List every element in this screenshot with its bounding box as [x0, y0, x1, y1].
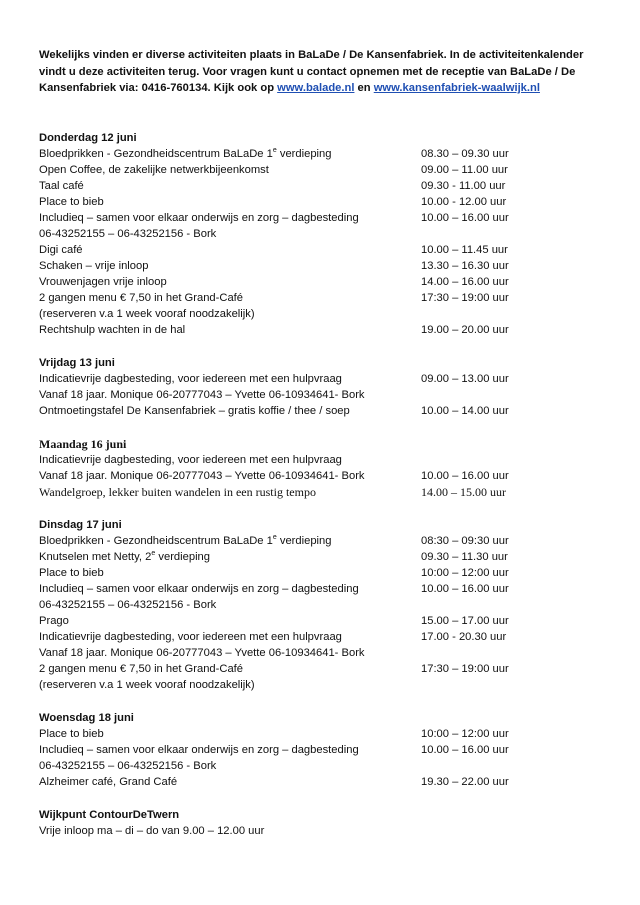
- activity-row: [39, 403, 599, 419]
- activity-text: Includieq – samen voor elkaar onderwijs en zorg – dagbesteding: [39, 582, 359, 595]
- activity-description: [39, 162, 421, 178]
- activity-text: Rechtshulp wachten in de hal: [39, 323, 186, 336]
- day-section: [39, 355, 599, 419]
- activity-text: 06-43252155 – 06-43252156 - Bork: [39, 227, 217, 240]
- activity-text: Open Coffee, de zakelijke netwerkbijeenkomst: [39, 163, 269, 176]
- ordinal-superscript: e: [272, 533, 277, 541]
- activity-time: [421, 677, 591, 693]
- day-section: [39, 517, 599, 693]
- activity-time: 17.00 - 20.30 uur: [421, 630, 507, 643]
- day-title: Woensdag 18 juni: [39, 711, 134, 724]
- intro-text: Wekelijks vinden er diverse activiteiten plaats in BaLaDe / De Kansenfabriek. In de activiteitenkalender vindt u deze activiteiten terug. Voor vragen kunt u contact opnemen met de receptie van BaLaDe / De Kansenfabriek via: 0416-760134. Kijk ook op: [39, 49, 584, 94]
- activity-text-after: verdieping: [276, 534, 332, 547]
- activity-time: 10.00 – 16.00 uur: [421, 582, 509, 595]
- activity-text: Indicatievrije dagbesteding, voor iedereen met een hulpvraag: [39, 372, 342, 385]
- activity-time: [421, 452, 591, 468]
- activity-row: [39, 387, 599, 403]
- wijkpunt-section: [39, 807, 599, 839]
- activity-description: [39, 306, 421, 322]
- activity-text: Place to bieb: [39, 195, 104, 208]
- activity-description: [39, 226, 421, 242]
- activity-time: 14.00 – 16.00 uur: [421, 275, 509, 288]
- activity-text: Taal café: [39, 179, 84, 192]
- ordinal-superscript: e: [272, 146, 277, 154]
- day-title: Maandag 16 juni: [39, 436, 127, 451]
- activity-text: (reserveren v.a 1 week vooraf noodzakelijk): [39, 678, 255, 691]
- day-section: [39, 710, 599, 790]
- activity-row: [39, 726, 599, 742]
- wijkpunt-title: Wijkpunt ContourDeTwern: [39, 808, 180, 821]
- activity-row: [39, 322, 599, 338]
- activity-row: [39, 774, 599, 790]
- activity-time: 10.00 – 14.00 uur: [421, 404, 509, 417]
- activity-time: [421, 387, 591, 403]
- activity-time: [421, 597, 591, 613]
- activity-row: [39, 258, 599, 274]
- activity-text: Bloedprikken - Gezondheidscentrum BaLaDe 1: [39, 147, 273, 160]
- activity-text: Includieq – samen voor elkaar onderwijs en zorg – dagbesteding: [39, 743, 359, 756]
- activity-row: [39, 533, 599, 549]
- activity-description: [39, 549, 421, 565]
- activity-description: [39, 387, 421, 403]
- activity-text: 2 gangen menu € 7,50 in het Grand-Café: [39, 662, 244, 675]
- activity-text: Place to bieb: [39, 566, 104, 579]
- activity-description: [39, 258, 421, 274]
- activity-text: Schaken – vrije inloop: [39, 259, 149, 272]
- activity-text: Vanaf 18 jaar. Monique 06-20777043 – Yvette 06-10934641- Bork: [39, 646, 365, 659]
- document-page: [39, 47, 599, 856]
- activity-text: Indicatievrije dagbesteding, voor iedereen met een hulpvraag: [39, 453, 342, 466]
- activity-description: [39, 758, 421, 774]
- intro-paragraph: [39, 47, 599, 97]
- activity-row: [39, 242, 599, 258]
- activity-text-after: verdieping: [276, 147, 332, 160]
- activity-text: Vanaf 18 jaar. Monique 06-20777043 – Yvette 06-10934641- Bork: [39, 469, 365, 482]
- activity-row: [39, 226, 599, 242]
- kansenfabriek-link[interactable]: www.kansenfabriek-waalwijk.nl: [373, 82, 540, 94]
- activity-calendar: [39, 130, 599, 790]
- activity-description: [39, 194, 421, 210]
- day-section: [39, 130, 599, 338]
- activity-text: Vanaf 18 jaar. Monique 06-20777043 – Yvette 06-10934641- Bork: [39, 388, 365, 401]
- activity-row: [39, 565, 599, 581]
- activity-row: [39, 162, 599, 178]
- activity-row: [39, 468, 599, 484]
- activity-text: Includieq – samen voor elkaar onderwijs en zorg – dagbesteding: [39, 211, 359, 224]
- activity-text: Knutselen met Netty, 2: [39, 550, 152, 563]
- activity-row: [39, 371, 599, 387]
- activity-description: [39, 371, 421, 387]
- activity-text: Digi café: [39, 243, 83, 256]
- activity-time: 08:30 – 09:30 uur: [421, 534, 509, 547]
- activity-time: [421, 645, 591, 661]
- activity-description: [39, 274, 421, 290]
- activity-text: Bloedprikken - Gezondheidscentrum BaLaDe 1: [39, 534, 273, 547]
- day-title: Vrijdag 13 juni: [39, 356, 115, 369]
- activity-description: [39, 242, 421, 258]
- activity-time: 10.00 – 16.00 uur: [421, 743, 509, 756]
- activity-row: [39, 742, 599, 758]
- activity-description: [39, 210, 421, 226]
- activity-row: [39, 210, 599, 226]
- activity-description: [39, 468, 421, 484]
- intro-joiner: en: [354, 82, 374, 94]
- wijkpunt-text: Vrije inloop ma – di – do van 9.00 – 12.00 uur: [39, 824, 265, 837]
- activity-time: 09.30 – 11.30 uur: [421, 550, 508, 563]
- activity-description: [39, 661, 421, 677]
- activity-time: 08.30 – 09.30 uur: [421, 147, 509, 160]
- activity-description: [39, 597, 421, 613]
- day-title: Dinsdag 17 juni: [39, 518, 122, 531]
- activity-description: [39, 613, 421, 629]
- activity-description: [39, 533, 421, 549]
- activity-time: 17:30 – 19:00 uur: [421, 291, 509, 304]
- activity-description: [39, 178, 421, 194]
- activity-row: [39, 146, 599, 162]
- activity-text: Ontmoetingstafel De Kansenfabriek – gratis koffie / thee / soep: [39, 404, 350, 417]
- activity-description: [39, 726, 421, 742]
- activity-description: [39, 452, 421, 468]
- activity-time: 10:00 – 12:00 uur: [421, 727, 509, 740]
- activity-text: Vrouwenjagen vrije inloop: [39, 275, 167, 288]
- activity-time: [421, 306, 591, 322]
- activity-row: [39, 613, 599, 629]
- activity-row: [39, 274, 599, 290]
- activity-time: 19.30 – 22.00 uur: [421, 775, 509, 788]
- activity-description: [39, 484, 421, 500]
- activity-text: Place to bieb: [39, 727, 104, 740]
- balade-link[interactable]: www.balade.nl: [277, 82, 355, 94]
- activity-row: [39, 597, 599, 613]
- activity-text: Alzheimer café, Grand Café: [39, 775, 178, 788]
- activity-text: Wandelgroep, lekker buiten wandelen in een rustig tempo: [39, 484, 316, 499]
- activity-row: [39, 645, 599, 661]
- activity-time: 10:00 – 12:00 uur: [421, 566, 509, 579]
- activity-text: 06-43252155 – 06-43252156 - Bork: [39, 759, 217, 772]
- activity-row: [39, 290, 599, 306]
- activity-description: [39, 645, 421, 661]
- ordinal-superscript: e: [151, 549, 156, 557]
- activity-time: 19.00 – 20.00 uur: [421, 323, 509, 336]
- activity-time: 17:30 – 19:00 uur: [421, 662, 509, 675]
- activity-time: 13.30 – 16.30 uur: [421, 259, 509, 272]
- day-title: Donderdag 12 juni: [39, 131, 137, 144]
- activity-row: [39, 677, 599, 693]
- activity-text: 06-43252155 – 06-43252156 - Bork: [39, 598, 217, 611]
- activity-row: [39, 194, 599, 210]
- activity-time: 10.00 – 16.00 uur: [421, 211, 509, 224]
- activity-row: [39, 629, 599, 645]
- activity-description: [39, 290, 421, 306]
- activity-row: [39, 661, 599, 677]
- activity-text-after: verdieping: [155, 550, 210, 563]
- activity-description: [39, 677, 421, 693]
- activity-description: [39, 146, 421, 162]
- activity-time: 14.00 – 15.00 uur: [421, 484, 506, 499]
- activity-description: [39, 774, 421, 790]
- activity-text: (reserveren v.a 1 week vooraf noodzakelijk): [39, 307, 255, 320]
- activity-description: [39, 629, 421, 645]
- activity-row: [39, 581, 599, 597]
- activity-row: [39, 758, 599, 774]
- activity-time: 09.00 – 13.00 uur: [421, 372, 509, 385]
- activity-row: [39, 452, 599, 468]
- activity-time: 09.00 – 11.00 uur: [421, 163, 508, 176]
- activity-row: [39, 306, 599, 322]
- day-section: [39, 436, 599, 500]
- activity-description: [39, 581, 421, 597]
- activity-text: Indicatievrije dagbesteding, voor iedereen met een hulpvraag: [39, 630, 342, 643]
- activity-text: Prago: [39, 614, 69, 627]
- activity-time: 10.00 - 12.00 uur: [421, 195, 507, 208]
- activity-description: [39, 742, 421, 758]
- activity-row: [39, 178, 599, 194]
- activity-description: [39, 322, 421, 338]
- activity-time: 15.00 – 17.00 uur: [421, 614, 509, 627]
- activity-text: 2 gangen menu € 7,50 in het Grand-Café: [39, 291, 244, 304]
- activity-row: [39, 484, 599, 500]
- activity-row: [39, 549, 599, 565]
- activity-time: [421, 226, 591, 242]
- activity-time: 10.00 – 11.45 uur: [421, 243, 508, 256]
- activity-description: [39, 565, 421, 581]
- activity-time: [421, 758, 591, 774]
- activity-time: 10.00 – 16.00 uur: [421, 469, 509, 482]
- activity-description: [39, 403, 421, 419]
- activity-time: 09.30 - 11.00 uur: [421, 179, 506, 192]
